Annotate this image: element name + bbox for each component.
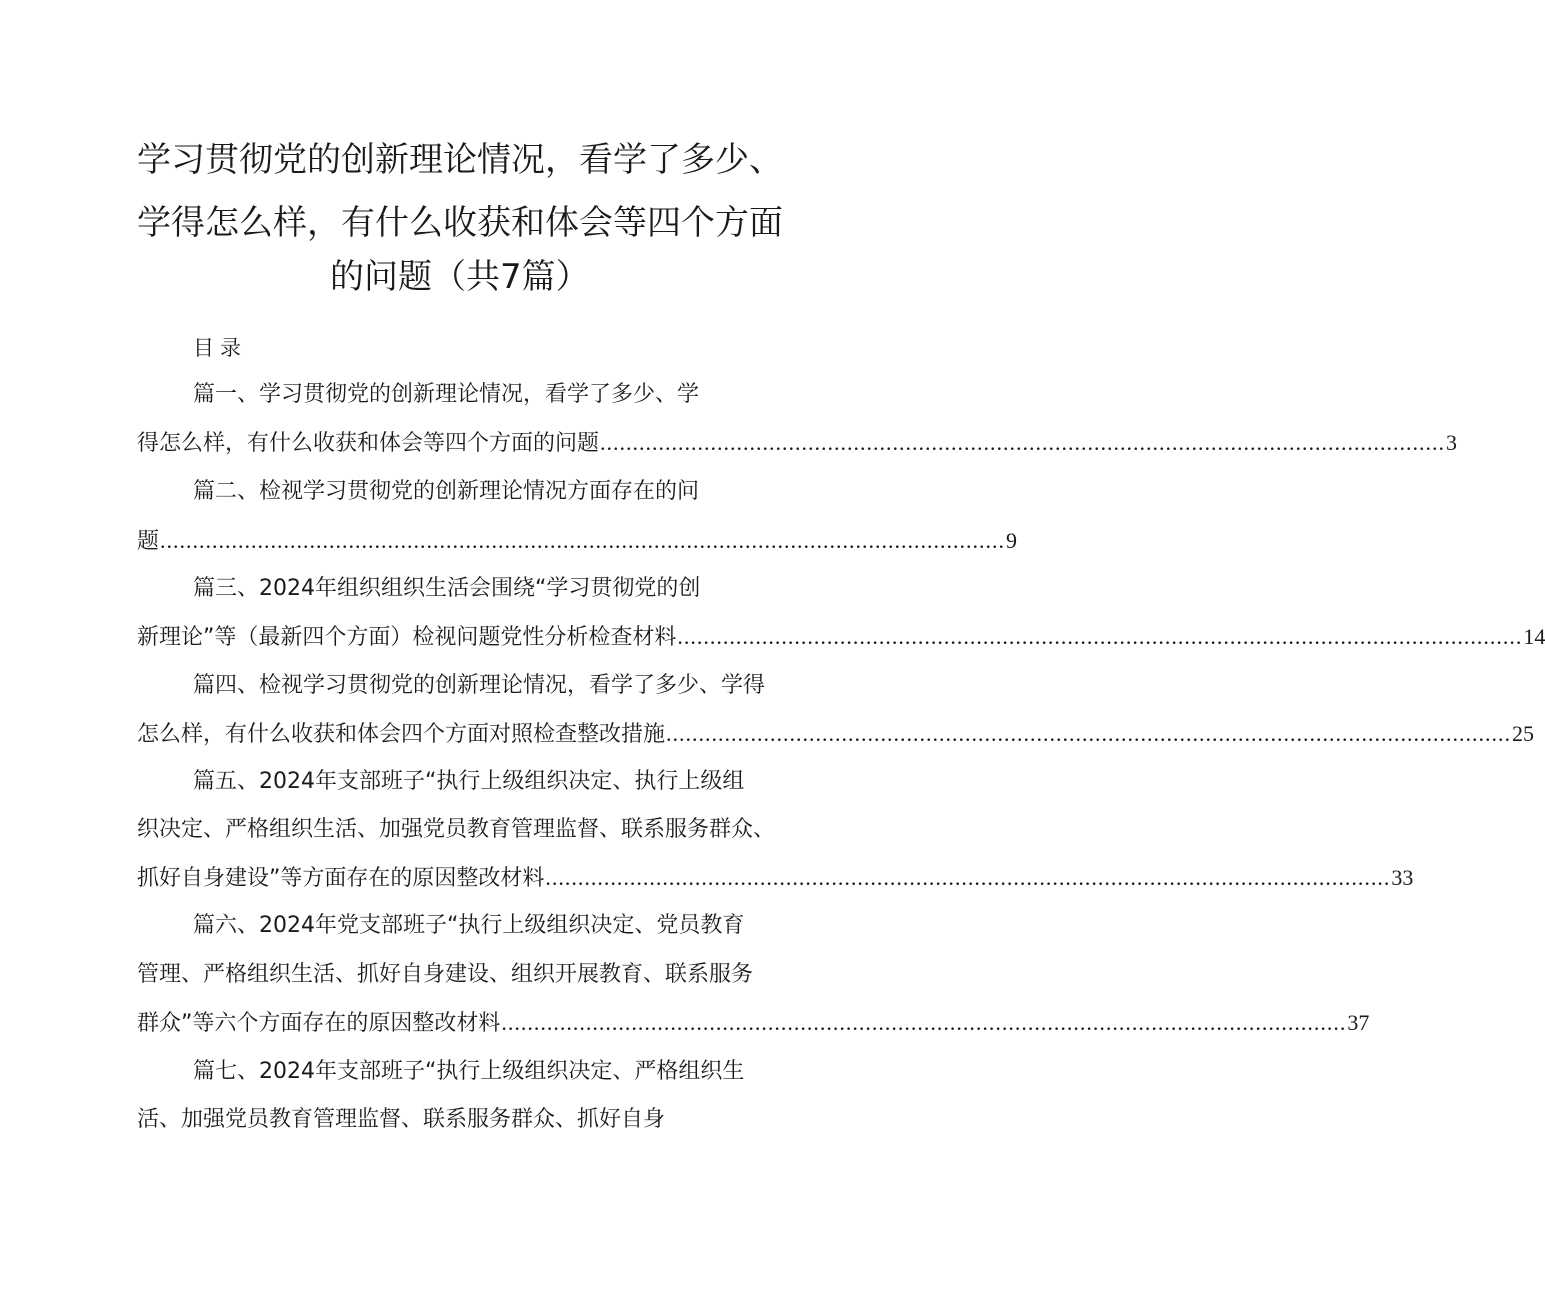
toc-page-number: 33	[1391, 865, 1414, 890]
document-title-line-2: 学得怎么样，有什么收获和体会等四个方面	[137, 203, 783, 243]
toc-page-number: 3	[1446, 430, 1458, 455]
toc-heading: 目录	[193, 336, 247, 360]
toc-entry-text: 得怎么样，有什么收获和体会等四个方面的问题	[137, 431, 600, 456]
toc-entry-2-line-2[interactable]	[137, 526, 1018, 557]
toc-entry-text: 新理论”等（最新四个方面）检视问题党性分析检查材料	[137, 625, 677, 650]
toc-entry-7-line-1[interactable]: 篇七、2024年支部班子“执行上级组织决定、严格组织生	[193, 1059, 745, 1084]
toc-entry-1-line-1[interactable]: 篇一、学习贯彻党的创新理论情况，看学了多少、学	[193, 382, 700, 407]
toc-entry-text: 群众”等六个方面存在的原因整改材料	[137, 1011, 501, 1036]
toc-entry-5-line-3[interactable]	[137, 863, 1414, 894]
toc-page-number: 25	[1512, 721, 1535, 746]
document-title-line-3: 的问题（共7篇）	[330, 257, 590, 297]
toc-page-number: 37	[1347, 1010, 1370, 1035]
toc-dot-leader: ..................................................................................................................................	[677, 624, 1523, 649]
toc-entry-text: 抓好自身建设”等方面存在的原因整改材料	[137, 866, 545, 891]
toc-entry-text: 题	[137, 529, 160, 554]
toc-entry-2-line-1[interactable]: 篇二、检视学习贯彻党的创新理论情况方面存在的问	[193, 479, 700, 504]
toc-entry-4-line-1[interactable]: 篇四、检视学习贯彻党的创新理论情况，看学了多少、学得	[193, 673, 766, 698]
toc-entry-3-line-1[interactable]: 篇三、2024年组织组织生活会围绕“学习贯彻党的创	[193, 576, 701, 601]
toc-entry-7-line-2[interactable]: 活、加强党员教育管理监督、联系服务群众、抓好自身	[137, 1107, 666, 1132]
toc-entry-1-line-2[interactable]	[137, 428, 1458, 459]
toc-entry-6-line-2[interactable]: 管理、严格组织生活、抓好自身建设、组织开展教育、联系服务	[137, 962, 754, 987]
toc-dot-leader: ..................................................................................................................................	[600, 430, 1446, 455]
toc-entry-5-line-1[interactable]: 篇五、2024年支部班子“执行上级组织决定、执行上级组	[193, 769, 745, 794]
toc-dot-leader: ..................................................................................................................................	[160, 528, 1006, 553]
toc-page-number: 9	[1006, 528, 1018, 553]
toc-dot-leader: ..................................................................................................................................	[501, 1010, 1347, 1035]
toc-entry-6-line-1[interactable]: 篇六、2024年党支部班子“执行上级组织决定、党员教育	[193, 913, 745, 938]
toc-dot-leader: ..................................................................................................................................	[545, 865, 1391, 890]
document-title-line-1: 学习贯彻党的创新理论情况，看学了多少、	[137, 140, 783, 180]
toc-dot-leader: ..................................................................................................................................	[666, 721, 1512, 746]
toc-entry-4-line-2[interactable]	[137, 719, 1535, 750]
toc-entry-text: 怎么样，有什么收获和体会四个方面对照检查整改措施	[137, 722, 666, 747]
toc-entry-5-line-2[interactable]: 织决定、严格组织生活、加强党员教育管理监督、联系服务群众、	[137, 817, 776, 842]
toc-page-number: 14	[1523, 624, 1545, 649]
toc-entry-6-line-3[interactable]	[137, 1008, 1370, 1039]
toc-entry-3-line-2[interactable]	[137, 622, 1545, 653]
